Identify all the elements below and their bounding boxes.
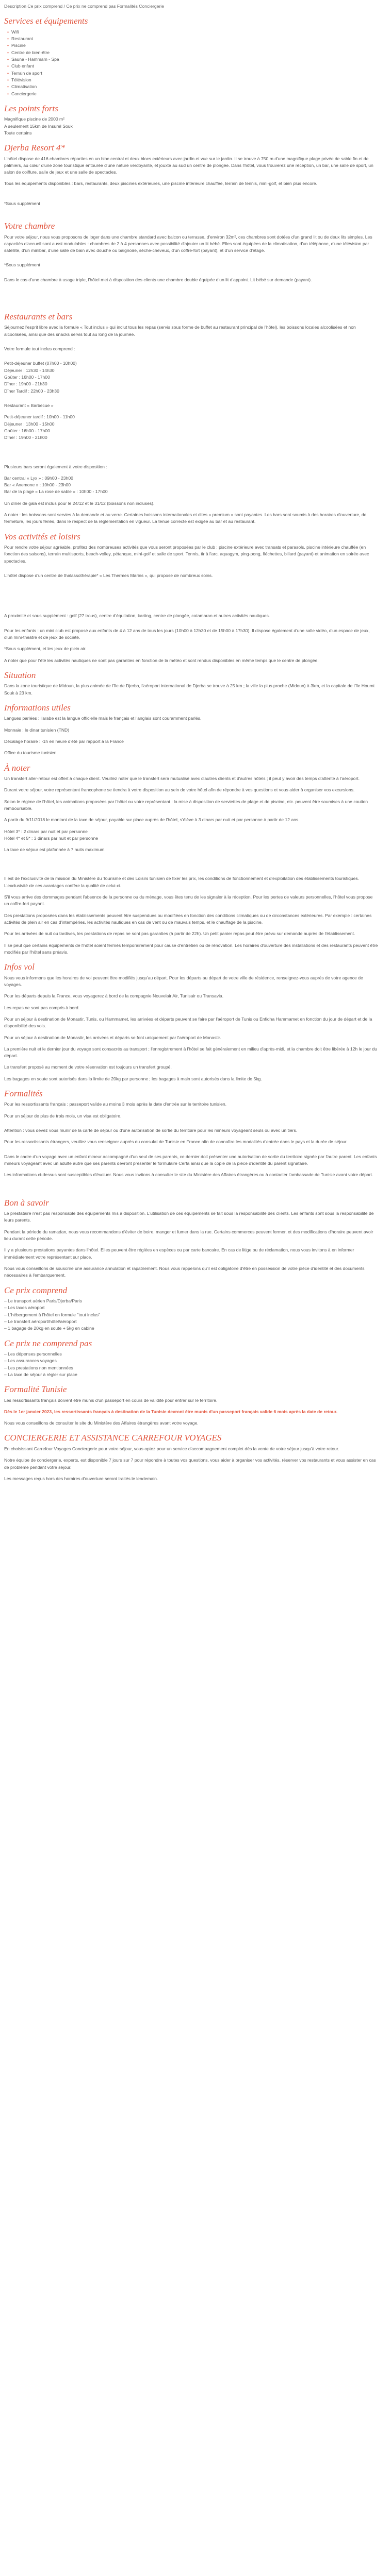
bar-hours: Bar central « Lyx » : 09h00 - 23h00 [4,475,73,481]
meal-hours: Dîner : 19h00 - 21h30 [4,381,47,387]
prix-ne-comprend-title: Ce prix ne comprend pas [4,1338,92,1348]
info-line: Langues parlées : l'arabe est la langue officielle mais le français et l'anglais sont couramment parlés. [4,716,202,721]
services-title: Services et équipements [4,16,88,26]
point-fort: Magnifique piscine de 2000 m² [4,116,65,122]
included-item: – Les taxes aéroport [4,1304,379,1311]
bon-savoir-paragraph: Pendant la période du ramadan, nous vous recommandons d'éviter de boire, manger et fumer dans la rue. Certains commerces peuvent fermer, et des modifications d'horaire peuvent avoir lieu durant cette période. [4,1229,373,1241]
meal-hours: Goûter : 16h00 - 17h00 [4,428,50,433]
restaurants-description: Séjournez l'esprit libre avec la formule « Tout inclus » qui inclut tous les repas (servis sous forme de buffet au restaurant principal de l'hôtel), les boissons locales alcoolisées et non alcoolisées, ainsi que des snacks servis tout au long de la journée. [4,325,356,337]
meal-hours: Petit-déjeuner buffet (07h00 - 10h00) [4,361,77,366]
info-line: Décalage horaire : -1h en heure d'été par rapport à la France [4,738,124,744]
service-item: • Sauna - Hammam - Spa [7,56,379,63]
info-line: Office du tourisme tunisien [4,750,57,756]
conciergerie-paragraph: Notre équipe de conciergerie, experts, est disponible 7 jours sur 7 pour répondre à toutes vos questions, vous aider à organiser vos activités, réserver vos restaurants et vous assister en cas de problème pendant votre séjour. [4,1458,376,1470]
meal-hours: Petit-déjeuner tardif : 10h00 - 11h00 [4,414,75,420]
a-noter-paragraph: Il est de l'exclusivité de la mission du Ministère du Tourisme et des Loisirs tunisien de fixer les prix, les conditions de fonctionnement et d'exploitation des établissements touristiques. L'exclusivité de ces avantages confère la qualité de celui-ci. [4,876,360,888]
chambre-title: Votre chambre [4,221,55,231]
infos-vol-paragraph: Pour un séjour à destination de Monastir, Tunis, ou Hammamet, les arrivées et départs peuvent se faire par l'aéroport de Tunis ou Enfidha Hammamet en fonction du jour de départ et de la disponibilité des vols. [4,1016,372,1029]
conciergerie-title: CONCIERGERIE ET ASSISTANCE CARREFOUR VOYAGES [4,1433,222,1443]
formalite-paragraph: Nous vous conseillons de consulter le site du Ministère des Affaires étrangères avant votre voyage. [4,1420,199,1426]
chambre-note: *Sous supplément [4,262,40,268]
formalite-pays-title: Formalité Tunisie [4,1384,67,1395]
formalites-paragraph: Dans le cadre d'un voyage avec un enfant mineur accompagné d'un seul de ses parents, ce dernier doit présenter une autorisation de sortie du territoire signée par l'autre parent. Les enfants mineurs voyageant avec un adulte autre que ses parents devront présenter le formulaire Cerfa ainsi que la copie de la pièce d'identité du parent signataire. [4,1154,377,1166]
infos-vol-paragraph: Les bagages en soute sont autorisés dans la limite de 20kg par personne ; les bagages à main sont autorisés dans la limite de 5kg. [4,1076,262,1081]
a-noter-paragraph: S'il vous arrive des dommages pendant l'absence de la personne ou du ménage, vous êtes tenu de les signaler à la réception. Pour les pertes de valeurs personnelles, l'hôtel vous propose un coffre-fort payant. [4,894,373,907]
bars-list [4,475,379,496]
formalite-paragraph: Les ressortissants français doivent être munis d'un passeport en cours de validité pour entrer sur le territoire. [4,1397,218,1403]
prix-comprend-list [4,1298,379,1332]
formalites-paragraph: Attention : vous devez vous munir de la carte de séjour ou d'une autorisation de sortie du territoire pour les mineurs voyageant seuls ou avec un tiers. [4,1128,298,1133]
meal-hours: Goûter : 16h00 - 17h00 [4,375,50,380]
service-item: • Wifi [7,29,379,36]
nautical-note: A noter que pour l'été les activités nautiques ne sont pas garanties en fonction de la météo et sont rendus disponibles en même temps que le centre de plongée. [4,657,319,663]
service-item: • Club enfant [7,63,379,70]
tab-description-bar[interactable]: Description Ce prix comprend / Ce prix ne comprend pas Formalités Conciergerie [4,4,164,9]
meal-hours: Déjeuner : 13h00 - 15h00 [4,421,55,427]
kids-club: Pour les enfants : un mini club est proposé aux enfants de 4 à 12 ans de tous les jours (10h00 à 12h30 et de 15h00 à 17h30). Il dispose également d'une salle vidéo, d'un espace de jeux, d'un mini-théâtre et de jeux de société. [4,628,370,640]
hotel-note: *Sous supplément [4,200,40,206]
activites-note: *Sous supplément, et les jeux de plein air. [4,646,87,652]
a-noter-paragraph: Selon le régime de l'hôtel, les animations proposées par l'hôtel ou votre représentant : la mise à disposition de serviettes de plage et de piscine, etc. peuvent être soumises à une caution remboursable. [4,799,368,811]
bon-savoir-paragraph: Il y a plusieurs prestations payantes dans l'hôtel. Elles peuvent être réglées en espèces ou par carte bancaire. En cas de litige ou de réclamation, nous vous invitons à en informer immédiatement votre représentant sur place. [4,1247,354,1260]
a-noter-paragraph: Un transfert aller-retour est offert à chaque client. Veuillez noter que le transfert sera mutualisé avec d'autres clients et d'autres hôtels ; il peut y avoir des temps d'attente à l'aéroport. [4,775,360,781]
service-item: • Climatisation [7,83,379,90]
restaurants-formula: Votre formule tout inclus comprend : [4,346,75,352]
excluded-item: – Les dépenses personnelles [4,1351,379,1358]
infos-vol-paragraph: Nous vous informons que les horaires de vol peuvent être modifiés jusqu'au départ. Pour les départs au départ de votre ville de résidence, renseignez-vous auprès de votre agence de voyages. [4,975,363,987]
meal-hours: Dîner : 19h00 - 21h00 [4,435,47,440]
chambre-description: Pour votre séjour, nous vous proposons de loger dans une chambre standard avec balcon ou terrasse, d'environ 32m², ces chambres sont dotées d'un grand lit ou de deux lits simples. Les capacités d'accueil sont aussi modulables : chambres de 2 à 4 personnes avec possibilité d'ajouter un lit bébé. Elles sont équipées de la climatisation, d'un téléphone, d'une télévision par satellite, d'un minibar, d'une salle de bain avec douche ou baignoire, sèche-cheveux, d'un coffre-fort (payant), et d'un service d'étage. [4,234,372,253]
hotel-description: L'hôtel dispose de 416 chambres réparties en un bloc central et deux blocs extérieurs avec jardin et vue sur le jardin. Il se trouve à 750 m d'une magnifique plage privée de sable fin et de palmiers, au cœur d'une zone touristique entourée d'une nature verdoyante, et jouxte au sud un centre de plongée. Dans l'hôtel, vous trouverez une réception, un bar, une salle de sport, un salon de coiffure, salle de jeux et une salle de spectacles. [4,156,373,175]
bars-intro: Plusieurs bars seront également à votre disposition : [4,464,107,469]
infos-utiles-title: Informations utiles [4,702,71,713]
infos-vol-paragraph: La première nuit et le dernier jour du voyage sont consacrés au transport ; l'enregistrement à l'hôtel se fait généralement en milieu d'après-midi, et la chambre doit être libérée à 12h le jour du départ. [4,1046,377,1059]
formalites-title: Formalités [4,1089,43,1099]
second-restaurant-hours [4,414,379,441]
prix-ne-comprend-list [4,1351,379,1378]
service-item: • Télévision [7,77,379,83]
service-item: • Piscine [7,42,379,49]
situation-description: Dans la zone touristique de Midoun, la plus animée de l'île de Djerba, l'aéroport international de Djerba se trouve à 25 km ; la ville la plus proche (Midoun) à 3km, et la capitale de l'île Houmt Souk à 23 km. [4,683,375,696]
included-item: – L'hébergement à l'hôtel en formule "tout inclus" [4,1312,379,1318]
restaurants-title: Restaurants et bars [4,312,73,322]
a-noter-paragraph: A partir du 9/11/2018 le montant de la taxe de séjour, payable sur place auprès de l'hôtel, s'élève à 3 dinars par nuit et par personne à partir de 12 ans. [4,817,300,823]
nearby-activities: A proximité et sous supplément : golf (27 trous), centre d'équitation, karting, centre de plongée, catamaran et autres activités nautiques. [4,613,270,619]
a-noter-paragraph: Des prestations proposées dans les établissements peuvent être suspendues ou modifiées en fonction des conditions climatiques ou de circonstances extérieures. Par exemple : certaines activités de plein air en cas d'intempéries, les activités nautiques en cas de vent ou de mauvais temps, et le chauffage de la piscine. [4,912,372,925]
bar-hours: Bar de la plage « La rose de sable » : 10h00 - 17h00 [4,489,108,495]
points-forts-title: Les points forts [4,103,58,113]
point-fort: Toute certains [4,130,32,135]
infos-vol-paragraph: Les repas ne sont pas compris à bord. [4,1005,80,1010]
bon-savoir-paragraph: Le prestataire n'est pas responsable des équipements mis à disposition. L'utilisation de ces équipements se fait sous la responsabilité des clients. Les enfants sont sous la responsabilité de leurs parents. [4,1211,374,1223]
excluded-item: – La taxe de séjour à régler sur place [4,1371,379,1378]
gala-note: Un dîner de gala est inclus pour le 24/12 et le 31/12 (boissons non incluses). [4,500,155,506]
tax-list [4,828,379,842]
infos-vol-paragraph: Pour les départs depuis la France, vous voyagerez à bord de la compagnie Nouvelair Air, Tunisair ou Transavia. [4,993,224,999]
activites-description: Pour rendre votre séjour agréable, profitez des nombreuses activités que vous seront proposées par le club : piscine extérieure avec transats et parasols, piscine intérieure chauffée (en fonction des saisons), terrain multisports, beach-volley, pétanque, mini-golf et salle de sport. Tennis, tir à l'arc, aquagym, ping-pong, fléchettes, billard (payant) et animation en soirée avec spectacles. [4,545,369,564]
infos-vol-paragraph: Le transfert proposé au moment de votre réservation est toujours un transfert groupé. [4,1064,172,1070]
points-forts-list [4,116,379,137]
excluded-item: – Les prestations non mentionnées [4,1365,379,1371]
second-restaurant-label: Restaurant « Barbecue » [4,402,54,408]
conciergerie-paragraph: En choisissant Carrefour Voyages Conciergerie pour votre séjour, vous optez pour un service d'accompagnement complet dès la vente de votre séjour jusqu'à votre retour. [4,1446,339,1451]
drinks-note: A noter : les boissons sont servies à la demande et au verre. Certaines boissons internationales et dites « premium » sont payantes. Les bars sont soumis à des horaires d'ouverture, de fermeture, les jours fériés, dans le respect de la réglementation en vigueur. La tenue correcte est exigée au bar et au restaurant. [4,512,367,524]
formalites-paragraph: Les informations ci-dessus sont susceptibles d'évoluer. Nous vous invitons à consulter le site du Ministère des Affaires étrangères ou à contacter l'ambassade de Tunisie avant votre départ. [4,1172,373,1178]
included-item: – 1 bagage de 20kg en soute + 5kg en cabine [4,1325,379,1332]
a-noter-paragraph: Il se peut que certains équipements de l'hôtel soient fermés temporairement pour cause d'entretien ou de rénovation. Les horaires d'ouverture des installations et des restaurants peuvent être modifiés par l'hôtel sans préavis. [4,942,378,955]
thalasso-description: L'hôtel dispose d'un centre de thalassothérapie* « Les Thermes Marins », qui propose de nombreux soins. [4,573,213,579]
situation-title: Situation [4,670,36,680]
main-restaurant-hours [4,360,379,395]
tax-line: Hôtel 4* et 5* : 3 dinars par nuit et par personne [4,835,99,841]
a-noter-title: À noter [4,762,30,773]
service-item: • Conciergerie [7,91,379,97]
a-noter-paragraph: Pour les arrivées de nuit ou tardives, les prestations de repas ne sont pas garanties (à partir de 22h). Un petit panier repas peut être prévu sur demande auprès de l'établissement. [4,931,355,937]
infos-vol-paragraph: Pour un séjour à destination de Monastir, les arrivées et départs se font uniquement par l'aéroport de Monastir. [4,1035,221,1040]
service-item: • Restaurant [7,36,379,42]
point-fort: A seulement 15km de Insurel Souk [4,123,73,129]
meal-hours: Déjeuner : 12h30 - 14h30 [4,367,55,373]
service-item: • Terrain de sport [7,70,379,77]
excluded-item: – Les assurances voyages [4,1358,379,1364]
bon-savoir-paragraph: Nous vous conseillons de souscrire une assurance annulation et rapatriement. Nous vous rappelons qu'il est obligatoire d'être en possession de votre pièce d'identité et des documents nécessaires à l'embarquement. [4,1265,365,1278]
included-item: – Le transfert aéroport/hôtel/aéroport [4,1318,379,1325]
formalites-paragraph: Pour un séjour de plus de trois mois, un visa est obligatoire. [4,1113,122,1118]
formalites-paragraph: Pour les ressortissants étrangers, veuillez vous renseigner auprès du consulat de Tunisie en France afin de connaître les modalités d'entrée dans le pays et la durée de séjour. [4,1139,348,1145]
activites-title: Vos activités et loisirs [4,531,80,541]
hotel-title: Djerba Resort 4* [4,143,66,153]
bon-savoir-title: Bon à savoir [4,1197,49,1208]
infos-vol-title: Infos vol [4,962,35,972]
chambre-description: Dans le cas d'une chambre à usage triple, l'hôtel met à disposition des clients une chambre double équipée d'un lit d'appoint. Lit bébé sur demande (payant). [4,277,312,282]
bar-hours: Bar « Anemone » : 10h00 - 23h00 [4,482,71,488]
conciergerie-paragraph: Les messages reçus hors des horaires d'ouverture seront traités le lendemain. [4,1476,158,1481]
prix-comprend-title: Ce prix comprend [4,1285,68,1295]
service-item: • Centre de bien-être [7,49,379,56]
a-noter-paragraph: Durant votre séjour, votre représentant francophone se tiendra à votre disposition au sein de votre hôtel afin de répondre à vos questions et vous aider à organiser vos excursions. [4,787,355,793]
tax-line: Hôtel 3* : 2 dinars par nuit et par personne [4,828,88,834]
hotel-description: Tous les équipements disponibles : bars, restaurants, deux piscines extérieures, une piscine intérieure chauffée, terrain de tennis, mini-golf, et bien plus encore. [4,181,317,187]
included-item: – Le transport aérien Paris/Djerba/Paris [4,1298,379,1304]
formalites-paragraph: Pour les ressortissants français : passeport valide au moins 3 mois après la date d'entrée sur le territoire tunisien. [4,1101,227,1107]
tax-note: La taxe de séjour est plafonnée à 7 nuits maximum. [4,847,106,853]
meal-hours: Dîner Tardif : 22h00 - 23h30 [4,388,59,394]
formalite-paragraph: Dès le 1er janvier 2023, les ressortissants français à destination de la Tunisie devront être munis d'un passeport français valide 6 mois après la date de retour. [4,1409,338,1414]
info-line: Monnaie : le dinar tunisien (TND) [4,727,70,733]
services-list [4,29,379,97]
